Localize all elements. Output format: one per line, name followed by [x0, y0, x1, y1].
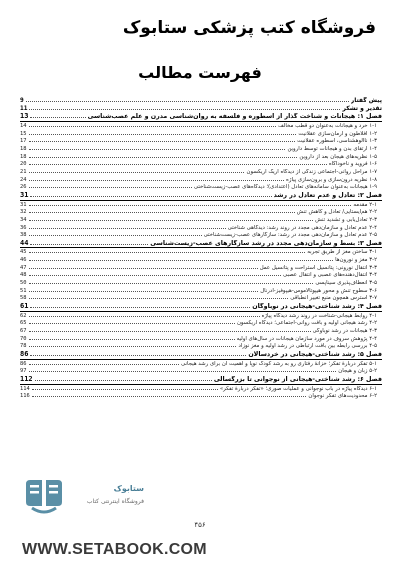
toc-entry-title: ۱-۳ ناالوهشناسی، اسطوره عقلانیت — [297, 138, 377, 145]
toc-entry-title: ۳-۴ انتقال‌دهنده‌های عصبی و انتقال عصبی — [283, 272, 377, 279]
toc-entry-title: ۵-۱ تفکر دربارهٔ تفکر؛ خزانهٔ رفتاری رو به رشد کودک نوپا و اهمیت آن برای رشد هیجانی — [181, 360, 377, 367]
store-title: فروشگاه کتب پزشکی ستابوک — [122, 18, 376, 38]
dot-leader — [29, 153, 298, 158]
dot-leader — [29, 271, 282, 276]
toc-entry-page: 97 — [20, 368, 27, 375]
dot-leader — [29, 248, 306, 253]
toc-entry-page: 38 — [20, 232, 27, 239]
toc-entry-page: 67 — [20, 328, 27, 335]
dot-leader — [29, 342, 237, 347]
toc-chapter-row — [20, 303, 382, 312]
dot-leader — [32, 392, 307, 397]
dot-leader — [30, 240, 148, 245]
toc-entry-title: ۶-۱ دیدگاه پیاژه در باب نوجوانی و عملیات صوری؛ «تفکر دربارهٔ تفکر» — [219, 385, 377, 392]
toc-section-row — [20, 224, 382, 232]
toc-entry-page: 114 — [20, 385, 30, 392]
site-url[interactable]: WWW.SETABOOK.COM — [22, 541, 207, 558]
toc-entry-page: 24 — [20, 176, 27, 183]
toc-chapter-row — [20, 192, 382, 201]
toc-chapter-row — [20, 351, 382, 360]
toc-entry-title: ۱-۸ نظریه درون‌سازی و برون‌سازی پیاژه — [286, 176, 377, 183]
logo-subtitle: فروشگاه اینترنتی کتاب — [86, 498, 144, 505]
toc-section-row — [20, 160, 382, 168]
dot-leader — [30, 351, 246, 356]
toc-section-row — [20, 248, 382, 256]
toc-entry-title: فصل ۲: تعادل و عدم تعادل در رشد — [273, 191, 382, 199]
toc-section-row — [20, 145, 382, 153]
toc-section-row — [20, 216, 382, 224]
dot-leader — [29, 264, 258, 269]
dot-leader — [29, 130, 297, 135]
page-title: فهرست مطالب — [138, 63, 262, 82]
toc-entry-title: ۱-۶ فروید و ناخودآگاه — [328, 161, 377, 168]
toc-entry-page: 116 — [20, 393, 30, 400]
toc-entry-title: ۴-۵ بررسی رابطه بین بافت ارتباطی در رشد اولیه و مغز نوزاد — [238, 343, 377, 350]
toc-entry-page: 18 — [20, 145, 27, 152]
toc-entry-page: 47 — [20, 264, 27, 271]
dot-leader — [29, 122, 277, 127]
dot-leader — [29, 231, 202, 236]
dot-leader — [29, 216, 314, 221]
dot-leader — [29, 145, 286, 150]
toc-entry-page: 13 — [20, 112, 29, 121]
setabook-logo — [22, 476, 142, 522]
toc-entry-page: 112 — [20, 374, 33, 383]
toc-entry-title: ۲-۱ مقدمه — [353, 201, 377, 208]
toc-section-row — [20, 256, 382, 264]
toc-section-row — [20, 360, 382, 368]
toc-entry-title: ۱-۷ مراحل روانی-اجتماعی زندگی از دیدگاه اریک اریکسون — [246, 168, 377, 175]
dot-leader — [29, 360, 180, 365]
dot-leader — [29, 279, 314, 284]
toc-entry-title: ۲-۴ عدم تعادل و سازمان‌دهی مجدد در روند رشد: دیدگاهی شناختی — [227, 224, 377, 231]
book-logo-icon — [22, 476, 66, 514]
toc-chapter-row — [20, 240, 382, 249]
toc-section-row — [20, 122, 382, 130]
toc-entry-title: ۳-۵ انعطاف‌پذیری سیناپسی — [315, 280, 377, 287]
toc-section-row — [20, 137, 382, 145]
dot-leader — [29, 183, 192, 188]
toc-chapter-row — [20, 376, 382, 385]
table-of-contents — [20, 97, 382, 400]
toc-entry-page: 26 — [20, 184, 27, 191]
toc-section-row — [20, 342, 382, 350]
dot-leader — [29, 105, 340, 110]
dot-leader — [29, 312, 260, 317]
dot-leader — [29, 137, 296, 142]
toc-entry-page: 21 — [20, 168, 27, 175]
toc-entry-title: ۳-۳ انتقال نورونی: پتانسیل استراحت و پتانسیل عمل — [259, 264, 377, 271]
dot-leader — [29, 256, 334, 261]
toc-entry-page: 61 — [20, 302, 29, 311]
toc-entry-title: پیش گفتار — [350, 97, 382, 104]
dot-leader — [29, 335, 235, 340]
toc-entry-title: ۱-۵ نظریه‌های هیجان بعد از داروین — [299, 153, 377, 160]
toc-entry-page: 78 — [20, 343, 27, 350]
dot-leader — [30, 113, 85, 118]
toc-section-row — [20, 176, 382, 184]
toc-entry-title: ۴-۲ رشد هیجانی اولیه و بافت روانی-اجتماعی؛ دیدگاه اریکسون — [236, 320, 377, 327]
page-number: ۴۵۶ — [194, 521, 206, 529]
toc-section-row — [20, 385, 382, 393]
toc-entry-page: 31 — [20, 190, 29, 199]
toc-section-row — [20, 392, 382, 400]
toc-entry-title: ۵-۲ زبان و هیجان — [338, 368, 377, 375]
toc-section-row — [20, 271, 382, 279]
toc-entry-title: تقدیر و تشکر — [342, 104, 382, 112]
toc-entry-title: ۲-۳ تعادل‌یابی و تشدید تنش — [315, 216, 377, 223]
toc-section-row — [20, 130, 382, 138]
toc-section-row — [20, 287, 382, 295]
toc-entry-title: فصل ۶: رشد شناختی-هیجانی از نوجوانی تا بزرگسالی — [213, 375, 382, 383]
dot-leader — [35, 376, 212, 381]
toc-entry-title: ۳-۶ سطوح تنش و محور هیپوتالاموس-هیپوفیز-آدرنال — [260, 287, 377, 294]
toc-entry-page: 31 — [20, 201, 27, 208]
toc-section-row — [20, 208, 382, 216]
toc-entry-page: 50 — [20, 280, 27, 287]
dot-leader — [29, 327, 311, 332]
toc-entry-title: ۳-۱ ساختن مغز از طریق تجربه — [307, 249, 377, 256]
toc-entry-page: 62 — [20, 312, 27, 319]
toc-entry-page: 70 — [20, 335, 27, 342]
dot-leader — [32, 385, 218, 390]
dot-leader — [29, 287, 259, 292]
toc-entry-title: فصل ۳: بسط و سازمان‌دهی مجدد در رشد سازگارهای عصب-زیست‌شناسی — [150, 239, 382, 247]
toc-section-row — [20, 367, 382, 375]
toc-entry-page: 51 — [20, 287, 27, 294]
toc-entry-title: ۳-۷ استرس همچون منبع تغییر انطباقی — [290, 295, 377, 302]
toc-entry-page: 18 — [20, 153, 27, 160]
dot-leader — [29, 224, 226, 229]
toc-entry-page: 65 — [20, 320, 27, 327]
toc-entry-title: فصل ۴: رشد شناختی-هیجانی در نوباوگان — [252, 303, 382, 311]
toc-entry-page: 36 — [20, 224, 27, 231]
dot-leader — [30, 303, 250, 308]
toc-entry-title: ۴-۴ پژوهش سروف در مورد سازمان هیجانات در سال‌های اولیه — [236, 335, 377, 342]
toc-section-row — [20, 312, 382, 320]
toc-entry-page: 58 — [20, 295, 27, 302]
toc-section-row — [20, 231, 382, 239]
toc-entry-page: 32 — [20, 209, 27, 216]
toc-entry-page: 9 — [20, 97, 24, 104]
toc-entry-page: 44 — [20, 238, 29, 247]
logo-name: ستابوک — [113, 484, 144, 493]
toc-front-row — [20, 105, 382, 113]
toc-entry-page: 48 — [20, 272, 27, 279]
dot-leader — [29, 319, 235, 324]
toc-entry-title: ۱-۴ ارتقای بدن و هیجانات توسط داروین — [287, 145, 377, 152]
toc-entry-page: 45 — [20, 249, 27, 256]
dot-leader — [26, 97, 349, 102]
toc-section-row — [20, 319, 382, 327]
toc-section-row — [20, 264, 382, 272]
toc-entry-page: 14 — [20, 122, 27, 129]
toc-entry-page: 34 — [20, 216, 27, 223]
toc-entry-page: 11 — [20, 104, 28, 112]
toc-entry-title: ۴-۳ هیجانات در رشد نوباوگی — [312, 328, 377, 335]
toc-section-row — [20, 153, 382, 161]
toc-section-row — [20, 183, 382, 191]
toc-section-row — [20, 168, 382, 176]
toc-section-row — [20, 327, 382, 335]
toc-entry-page: 15 — [20, 130, 27, 137]
toc-entry-title: فصل ۵: رشد شناختی-هیجانی در خردسالان — [248, 351, 382, 358]
toc-entry-page: 20 — [20, 161, 27, 168]
dot-leader — [29, 201, 352, 206]
dot-leader — [29, 160, 327, 165]
toc-entry-title: ۱-۲ افلاطون و آرمان‌سازی عقلانیت — [298, 130, 377, 137]
dot-leader — [30, 192, 271, 197]
toc-entry-title: فصل ۱: هیجانات و شناخت گذار از اسطوره و فلسفه به روان‌شناسی مدرن و علم عصب‌شناسی — [87, 113, 382, 121]
toc-entry-title: ۲-۵ عدم تعادل و سازمان‌دهی مجدد در رشد: سازگارهای عصب-زیست‌شناختی — [203, 232, 377, 239]
toc-section-row — [20, 201, 382, 209]
dot-leader — [29, 208, 295, 213]
toc-front-row — [20, 97, 382, 105]
toc-section-row — [20, 279, 382, 287]
toc-entry-title: ۶-۲ محدودیت‌های تفکر نوجوان — [308, 393, 377, 400]
toc-entry-title: ۳-۲ مغز و نورون‌ها — [335, 257, 377, 264]
toc-entry-title: ۲-۲ هم‌ایستایی/ تعادل و کاهش تنش — [296, 209, 377, 216]
toc-section-row — [20, 294, 382, 302]
dot-leader — [29, 176, 285, 181]
dot-leader — [29, 294, 289, 299]
toc-entry-page: 86 — [20, 360, 27, 367]
toc-entry-page: 46 — [20, 257, 27, 264]
toc-entry-title: ۱-۹ هیجانات به‌عنوان سامانه‌های تعادل (اعتدادی)؛ دیدگاه‌های عصب-زیست‌شناختی — [193, 184, 377, 191]
toc-entry-title: ۱-۱ خرد و هیجانات به‌عنوان دو قطب مخالف — [278, 122, 377, 129]
dot-leader — [29, 367, 337, 372]
toc-entry-page: 17 — [20, 138, 27, 145]
toc-entry-title: ۴-۱ روابط هیجانی-شناخت در روند رشد دیدگاه پیاژه — [261, 312, 377, 319]
toc-chapter-row — [20, 113, 382, 122]
toc-entry-page: 86 — [20, 350, 29, 358]
toc-section-row — [20, 335, 382, 343]
dot-leader — [29, 168, 245, 173]
